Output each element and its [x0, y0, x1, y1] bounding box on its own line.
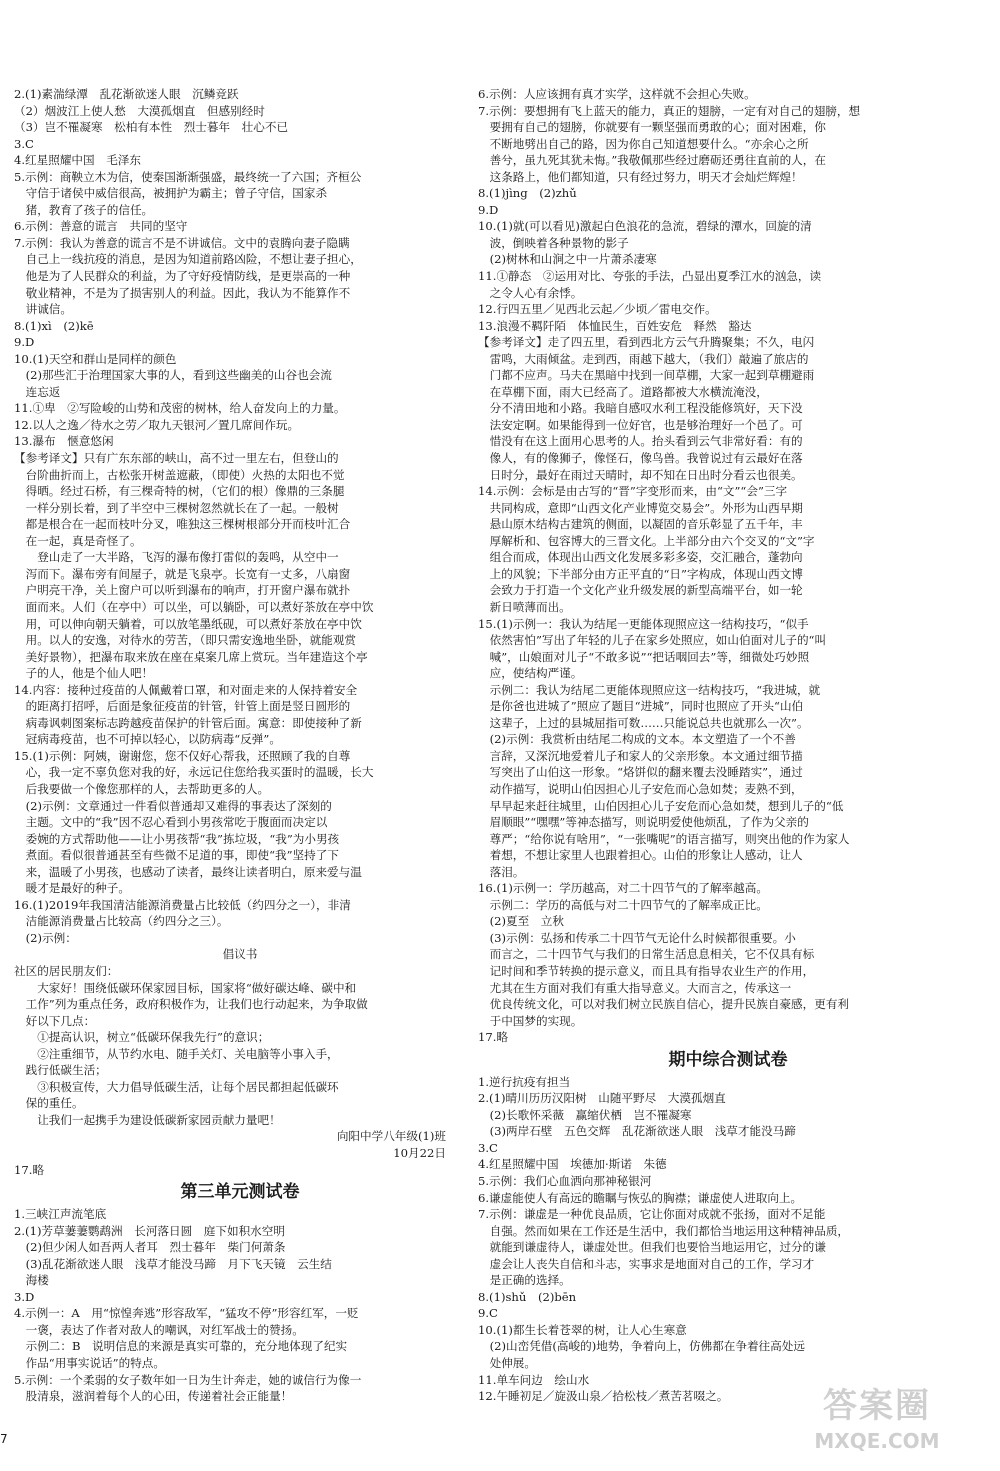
text-line: 言辞，又深沉地爱着儿子和家人的父亲形象。本文通过细节描 — [478, 748, 803, 763]
text-line: 示例二：学历的高低与对二十四节气的了解率成正比。 — [478, 897, 768, 912]
text-line: 户明亮干净，关上窗户可以听到瀑布的响声，打开窗户瀑布就扑 — [14, 583, 351, 598]
text-line: 自己上一线抗疫的消息，是因为知道前路凶险，不想让妻子担心， — [14, 252, 362, 267]
text-line: 13.瀑布 惬意悠闲 — [14, 434, 114, 449]
text-line: 后我要做一个像您那样的人，去帮助更多的人。 — [14, 781, 270, 796]
text-line: (3)示例：弘扬和传承二十四节气无论什么时候都很重要。小 — [478, 930, 796, 945]
text-line: 12.以人之逸／待水之劳／取九天银河／置几席间作玩。 — [14, 417, 300, 432]
text-line: （2）烟波江上使人愁 大漠孤烟直 但感别经时 — [14, 103, 265, 118]
text-line: 善兮，虽九死其犹未悔。”我敬佩那些经过磨砺还勇往直前的人，在 — [478, 153, 826, 168]
text-line: (3)两岸石壁 五色交辉 乱花渐欲迷人眼 浅草才能没马蹄 — [478, 1124, 796, 1139]
text-line: 守信于诸侯中威信很高，被拥护为霸主；曾子守信，国家杀 — [14, 186, 328, 201]
text-line: 在草棚下面，雨大已经高了。道路都被大水横流淹没， — [478, 384, 768, 399]
text-line: 3.C — [14, 136, 34, 151]
text-line: 厚解析和、包容博大的三晋文化。上半部分由六个交叉的“文”字 — [478, 533, 815, 548]
text-line: 他是为了人民群众的利益，为了守好疫情防线，是更崇高的一种 — [14, 269, 351, 284]
text-line: 主题。文中的“我”因不忍心看到小男孩常吃于腹面而决定以 — [14, 815, 328, 830]
text-line: 委婉的方式帮助他——让小男孩帮“我”拣垃圾，“我”为小男孩 — [14, 831, 340, 846]
watermark-logo — [772, 1383, 982, 1463]
text-line: 5.示例：商鞅立木为信，使秦国渐渐强盛，最终统一了六国；齐桓公 — [14, 169, 362, 184]
text-line: (2)树林和山涧之中一片萧杀凄寒 — [478, 252, 657, 267]
text-line: 4.示例一：A 用“惊惶奔逃”形容敌军，“猛攻不停”形容红军，一贬 — [14, 1306, 359, 1321]
text-line: 4.红星照耀中国 毛泽东 — [14, 153, 141, 168]
text-line: 6.谦虚能使人有高远的瞻瞩与恢弘的胸襟；谦虚使人进取向上。 — [478, 1190, 803, 1205]
text-line: 病毒讽刺图案标志跨越疫苗保护的针管后面。寓意：即使接种了新 — [14, 715, 362, 730]
text-line: 组合而成，体现出山西文化发展多彩多姿，交汇融合，蓬勃向 — [478, 550, 803, 565]
proposal-title: 倡议书 — [222, 947, 258, 962]
text-line: 的距离打招呼，后面是象征疫苗的针管，针管上面是竖日圆形的 — [14, 699, 351, 714]
text-line: 悬山原木结构古建筑的侧面，以凝固的音乐彰显了五千年，丰 — [478, 517, 803, 532]
text-line: 早早起来赶往城里，山伯因担心儿子安危而心急如焚，想到儿子的“低 — [478, 798, 844, 813]
text-line: 示例二：我认为结尾二更能体现照应这一结构技巧，“我进城，就 — [478, 682, 821, 697]
watermark-url: MXQE.COM — [814, 1429, 940, 1453]
text-line: 冠病毒疫苗，也不可掉以轻心，以防病毒“反弹”。 — [14, 732, 281, 747]
text-line: 股清泉，滋润着每个人的心田，传递着社会正能量！ — [14, 1389, 293, 1404]
text-line: 9.C — [478, 1306, 498, 1321]
text-line: 社区的居民朋友们： — [14, 963, 119, 978]
text-line: 12.午睡初足／旋汲山泉／拾松枝／煮苦茗啜之。 — [478, 1389, 729, 1404]
text-line: 7.示例：我认为善意的谎言不是不讲诚信。文中的袁腾向妻子隐瞒 — [14, 235, 350, 250]
text-line: 是正确的选择。 — [478, 1273, 571, 1288]
text-line: ②注重细节，从节约水电、随手关灯、关电脑等小事入手， — [14, 1046, 339, 1061]
midterm-title: 期中综合测试卷 — [668, 1049, 788, 1070]
text-line: 3.D — [14, 1289, 35, 1304]
left-column — [14, 86, 466, 1405]
text-line: 日时分，最好在雨过天晴时，却不知在日出时分看云也很美。 — [478, 467, 803, 482]
text-line: 8.(1)xì (2)kē — [14, 318, 94, 333]
text-line: 要拥有自己的翅膀，你就要有一颗坚强而勇敢的心；面对困难，你 — [478, 120, 826, 135]
text-line: 上的风貌；下半部分由方正平直的“日”字构成，体现山西文博 — [478, 566, 803, 581]
text-line: 保的重任。 — [14, 1096, 84, 1111]
text-line: 7.示例：谦虚是一种优良品质，它让你面对成就不张扬，面对不足能 — [478, 1207, 826, 1222]
text-line: （3）岂不罹凝寒 松柏有本性 烈士暮年 壮心不已 — [14, 120, 289, 135]
text-line: 用。以人的安逸，对待水的劳苦，（即只需安逸地坐卧，就能观赏 — [14, 633, 357, 648]
text-line: 9.D — [14, 335, 35, 350]
text-line: 依然害怕”写出了年轻的儿子在家乡处照应，如山伯面对儿子的“叫 — [478, 633, 827, 648]
text-line: 10.(1)就(可以看见)激起白色浪花的急流，碧绿的潭水，回旋的清 — [478, 219, 812, 234]
text-line: 15.(1)示例一：我认为结尾一更能体现照应这一结构技巧，“似手 — [478, 616, 809, 631]
text-line: (2)山峦凭借(高峻的)地势，争着向上，仿佛都在争着往高处远 — [478, 1339, 805, 1354]
text-line: 美好景物），把瀑布取来放在座在桌案几席上赏玩。当年建造这个亭 — [14, 649, 368, 664]
text-line: 敬业精神，不是为了损害别人的利益。因此，我认为不能算作不 — [14, 285, 351, 300]
text-line: 来，温暖了小男孩，也感动了读者，最终让读者明白，原来爱与温 — [14, 864, 362, 879]
text-line: 泻而下。瀑布旁有间屋子，就是飞泉亭。长宽有一丈多，八扇窗 — [14, 566, 351, 581]
text-line: 是你爸也进城了”照应了题目“进城”，同时也照应了开头“山伯 — [478, 699, 804, 714]
text-line: 动作描写，说明山伯因担心儿子安危而心急如焚；麦熟不到， — [478, 781, 803, 796]
text-line: 11.①卑 ②写险峻的山势和茂密的树林，给人奋发向上的力量。 — [14, 401, 346, 416]
text-line: (2)示例：文章通过一件看似普通却又难得的事表达了深刻的 — [14, 798, 332, 813]
text-line: 好以下几点： — [14, 1013, 96, 1028]
text-line: 4.红星照耀中国 埃德加·斯诺 朱德 — [478, 1157, 667, 1172]
page-number: 7 — [0, 1432, 8, 1446]
text-line: 分不清田地和小路。我暗自感叹水利工程没能修筑好，天下没 — [478, 401, 803, 416]
left-tail-lines — [14, 1162, 466, 1179]
text-line: 11.单车问边 绘山水 — [478, 1372, 590, 1387]
text-line: 7.示例：要想拥有飞上蓝天的能力，真正的翅膀，一定有对自己的翅膀，想 — [478, 103, 861, 118]
text-line: 自强。然而如果在工作还是生活中，我们都恰当地运用这种精神品质， — [478, 1223, 850, 1238]
text-line: 示例二：B 说明信息的来源是真实可靠的，充分地体现了纪实 — [14, 1339, 348, 1354]
text-line: 暖才是最好的种子。 — [14, 881, 130, 896]
text-line: (3)乱花渐欲迷人眼 浅草才能没马蹄 月下飞天镜 云生结 — [14, 1256, 332, 1271]
text-line: 煮面。看似很普通甚至有些微不足道的事，即使“我”坚持了下 — [14, 848, 339, 863]
text-line: 1.三峡江声流笔底 — [14, 1207, 107, 1222]
text-line: (2)但少闲人如吾两人者耳 烈士暮年 柴门何萧条 — [14, 1240, 286, 1255]
text-line: 着想，不想让家里人也跟着担心。山伯的形象让人感动，让人 — [478, 848, 803, 863]
text-line: 眉顺眼”“嘿嘿”等神态描写，则说明爱使他烦乱，了作为父亲的 — [478, 815, 809, 830]
text-line: (2)夏至 立秋 — [478, 914, 564, 929]
text-line: 之令人心有余悸。 — [478, 285, 583, 300]
text-line: (2)那些汇于治理国家大事的人，看到这些幽美的山谷也会流 — [14, 368, 332, 383]
text-line: (2)长歌怀采薇 赢缩伏栖 岂不罹凝寒 — [478, 1107, 692, 1122]
text-line: 波，倒映着各种景物的影子 — [478, 235, 629, 250]
text-line: 子的人，他是个仙人吧！ — [14, 666, 154, 681]
text-line: 门都不应声。马夫在黑暗中找到一间草棚，大家一起到草棚避雨 — [478, 368, 815, 383]
text-line: 17.略 — [478, 1030, 509, 1045]
proposal-signature: 向阳中学八年级(1)班 — [336, 1129, 446, 1144]
section3-answers — [14, 1206, 466, 1405]
text-line: 登山走了一大半路，飞泻的瀑布像打雷似的轰鸣，从空中一 — [14, 550, 339, 565]
text-line: 连忘返 — [14, 384, 61, 399]
text-line: 处伸展。 — [478, 1356, 536, 1371]
text-line: (2)示例： — [14, 930, 77, 945]
text-line: 2.(1)芳草萋萋鹦鹉洲 长河落日圆 庭下如积水空明 — [14, 1223, 285, 1238]
right-column — [478, 86, 978, 1405]
right-answer-lines — [478, 86, 978, 1046]
text-line: 雷鸣，大雨倾盆。走到西，雨越下越大，（我们）敲遍了旅店的 — [478, 351, 809, 366]
text-line: 落泪。 — [478, 864, 525, 879]
text-line: 10.(1)都生长着苍翠的树，让人心生寒意 — [478, 1322, 687, 1337]
watermark-brand: 答案圈 — [823, 1386, 931, 1426]
text-line: 6.示例：人应该拥有真才实学，这样就不会担心失败。 — [478, 87, 756, 101]
text-line: (2)示例：我赏析由结尾二构成的文本。本文塑造了一个不善 — [478, 732, 796, 747]
text-line: 不断地劈出自己的路，因为你自己知道想要什么。“亦余心之所 — [478, 136, 809, 151]
text-line: 虚会让人丧失自信和斗志，实事求是地面对自己的工作，学习才 — [478, 1256, 815, 1271]
text-line: 这条路上，他们都知道，只有经过努力，明天才会灿烂辉煌！ — [478, 169, 803, 184]
text-line: 台阶曲折而上，古松张开树盖遮蔽，（即使）火热的太阳也不觉 — [14, 467, 345, 482]
text-line: 17.略 — [14, 1162, 45, 1177]
text-line: 【参考译文】只有广东东部的峡山，高不过一里左右，但登山的 — [14, 451, 339, 466]
text-line: 洁能源消费量占比较高（约四分之三）。 — [14, 914, 229, 929]
text-line: 喊”，山娘面对儿子“不敢多说”“把话咽回去”等，细微处巧妙照 — [478, 649, 810, 664]
text-line: 一样分别长着，到了半空中三棵树忽然就长在了一起。一般树 — [14, 500, 339, 515]
text-line: 法安定啊。如果能得到一位好官，也是够治理好一个邑了。可 — [478, 417, 803, 432]
text-line: 记时间和季节转换的提示意义，而且具有指导农业生产的作用， — [478, 963, 815, 978]
text-line: ①提高认识，树立“低碳环保我先行”的意识； — [14, 1030, 270, 1045]
midterm-answers — [478, 1074, 978, 1405]
proposal-body — [14, 963, 466, 1128]
text-line: 5.示例：我们心血洒向那神秘银河 — [478, 1174, 652, 1188]
text-line: 都是根合在一起而枝叶分叉，唯独这三棵树根部分开而枝叶汇合 — [14, 517, 351, 532]
text-line: 8.(1)shǔ (2)bēn — [478, 1289, 577, 1304]
text-line: 像人，有的像狮子，像怪石，像鸟兽。我曾说过有云最好在落 — [478, 451, 803, 466]
text-line: 就能到谦虚待人，谦虚处世。但我们也要恰当地运用它，过分的谦 — [478, 1240, 826, 1255]
text-line: 在一起，真是奇怪了。 — [14, 533, 142, 548]
text-line: 16.(1)2019年我国清洁能源消费量占比较低（约四分之一），非清 — [14, 897, 351, 912]
text-line: 而言之，二十四节气与我们的日常生活息息相关，它不仅具有标 — [478, 947, 815, 962]
text-line: 用，可以伸向朝天躺着，可以放笔墨纸砚，可以煮好茶放在亭中饮 — [14, 616, 362, 631]
text-line: 大家好！围绕低碳环保家园目标，国家将“做好碳达峰、碳中和 — [14, 980, 357, 995]
text-line: 15.(1)示例：阿姨，谢谢您，您不仅好心帮我，还照顾了我的自尊 — [14, 748, 351, 763]
text-line: 尊严；“给你说有啥用”，“一张嘴呢”的语言描写，则突出他的作为家人 — [478, 831, 850, 846]
text-line: 14.内容：接种过疫苗的人佩戴着口罩，和对面走来的人保持着安全 — [14, 682, 358, 697]
text-line: 应，使结构严谨。 — [478, 666, 583, 681]
text-line: 优良传统文化，可以对我们树立民族自信心，提升民族自豪感，更有利 — [478, 997, 850, 1012]
text-line: 新日喷薄而出。 — [478, 599, 571, 614]
text-line: 11.①静态 ②运用对比、夸张的手法，凸显出夏季江水的汹急，读 — [478, 269, 822, 284]
text-line: 8.(1)jìng (2)zhǔ — [478, 186, 577, 201]
text-line: 海楼 — [14, 1273, 49, 1288]
text-line: ③积极宣传，大力倡导低碳生活，让每个居民都担起低碳环 — [14, 1079, 339, 1094]
text-line: 【参考译文】走了四五里，看到西北方云气升腾聚集；不久，电闪 — [478, 335, 815, 350]
text-line: 14.示例：会标是由古写的“晋”字变形而来，由“文”“会”三字 — [478, 484, 788, 499]
text-line: 作品“用事实说话”的特点。 — [14, 1356, 165, 1371]
text-line: 写突出了山伯这一形象。“烙饼似的翻来覆去没睡踏实”，通过 — [478, 765, 803, 780]
text-line: 让我们一起携手为建设低碳新家园贡献力量吧！ — [14, 1112, 281, 1127]
text-line: 共同构成，意即“山西文化产业博览交易会”。外形为山西早期 — [478, 500, 803, 515]
text-line: 16.(1)示例一：学历越高，对二十四节气的了解率越高。 — [478, 881, 768, 896]
text-line: 6.示例：善意的谎言 共同的坚守 — [14, 219, 188, 234]
proposal-date: 10月22日 — [393, 1146, 446, 1160]
text-line: 5.示例：一个柔弱的女子数年如一日为生计奔走，她的诚信行为像一 — [14, 1372, 362, 1387]
text-line: 尤其在生方面对我们有重大指导意义。大而言之，传承这一 — [478, 980, 792, 995]
text-line: 9.D — [478, 202, 499, 217]
text-line: 1.逆行抗疫有担当 — [478, 1074, 571, 1089]
text-line: 12.行四五里／见西北云起／少顷／雷电交作。 — [478, 302, 717, 317]
text-line: 2.(1)晴川历历汉阳树 山随平野尽 大漠孤烟直 — [478, 1091, 726, 1106]
text-line: 会致力于打造一个文化产业升级发展的新型高端平台，如一轮 — [478, 583, 803, 598]
text-line: 3.C — [478, 1140, 498, 1155]
text-line: 工作”列为重点任务，政府积极作为，让我们也行动起来，为争取做 — [14, 997, 368, 1012]
text-line: 10.(1)天空和群山是同样的颜色 — [14, 351, 177, 366]
text-line: 于中国梦的实现。 — [478, 1013, 583, 1028]
text-line: 一褒，表达了作者对敌人的嘲讽，对红军战士的赞扬。 — [14, 1322, 304, 1337]
text-line: 这辈子，上过的县城屈指可数……只能说总共也就那么一次”。 — [478, 715, 809, 730]
text-line: 讲诚信。 — [14, 302, 72, 317]
text-line: 践行低碳生活； — [14, 1063, 107, 1078]
text-line: 得晒。经过石桥，有三棵奇特的树，（它们的根）像鼎的三条腿 — [14, 484, 345, 499]
text-line: 2.(1)素湍绿潭 乱花渐欲迷人眼 沉鳞竞跃 — [14, 87, 239, 101]
text-line: 心，我一定不辜负您对我的好，永远记住您给我买蛋时的温暖，长大 — [14, 765, 374, 780]
left-answer-lines — [14, 86, 466, 946]
text-line: 13.浪漫不羁阡陌 体恤民生，百姓安危 释然 豁达 — [478, 318, 752, 333]
text-line: 面而来。人们（在亭中）可以坐，可以躺卧，可以煮好茶放在亭中饮 — [14, 599, 374, 614]
text-line: 惜没有在这上面用心思考的人。抬头看到云气非常好看：有的 — [478, 434, 803, 449]
section3-title: 第三单元测试卷 — [180, 1182, 300, 1203]
text-line: 猪，教育了孩子的信任。 — [14, 202, 154, 217]
